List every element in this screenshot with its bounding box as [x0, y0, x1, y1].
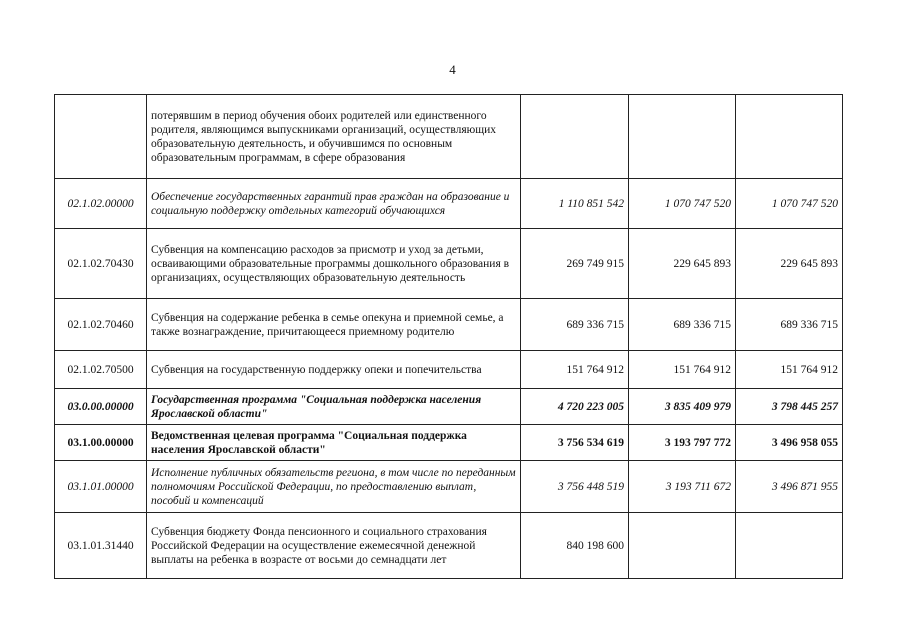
row-value-1 [521, 95, 629, 179]
row-code: 03.1.01.00000 [55, 461, 147, 513]
table-row [55, 179, 843, 229]
row-value-1: 4 720 223 005 [521, 389, 629, 425]
row-value-1: 689 336 715 [521, 299, 629, 351]
row-value-2: 3 835 409 979 [629, 389, 736, 425]
row-value-1: 1 110 851 542 [521, 179, 629, 229]
row-description: Субвенция на компенсацию расходов за присмотр и уход за детьми, осваивающими образовательные программы дошкольного образования в организациях, осуществляющих образовательную деятельность [147, 229, 521, 299]
row-code [55, 95, 147, 179]
row-value-1: 840 198 600 [521, 513, 629, 579]
row-value-3: 3 798 445 257 [736, 389, 843, 425]
table-row [55, 461, 843, 513]
table-row [55, 299, 843, 351]
table-row [55, 425, 843, 461]
table-row [55, 229, 843, 299]
row-value-2: 689 336 715 [629, 299, 736, 351]
row-description: Субвенция бюджету Фонда пенсионного и социального страхования Российской Федерации на осуществление ежемесячной денежной выплаты на ребенка в возрасте от восьми до семнадцати лет [147, 513, 521, 579]
row-code: 03.1.01.31440 [55, 513, 147, 579]
row-value-1: 3 756 534 619 [521, 425, 629, 461]
row-description: Государственная программа "Социальная поддержка населения Ярославской области" [147, 389, 521, 425]
row-code: 02.1.02.70500 [55, 351, 147, 389]
table-row [55, 351, 843, 389]
row-value-3 [736, 95, 843, 179]
row-value-2: 3 193 711 672 [629, 461, 736, 513]
row-value-3: 3 496 958 055 [736, 425, 843, 461]
row-value-1: 269 749 915 [521, 229, 629, 299]
row-description: Субвенция на содержание ребенка в семье опекуна и приемной семье, а также вознаграждение, причитающееся приемному родителю [147, 299, 521, 351]
row-value-3: 1 070 747 520 [736, 179, 843, 229]
row-value-2: 1 070 747 520 [629, 179, 736, 229]
row-code: 02.1.02.00000 [55, 179, 147, 229]
row-value-2: 229 645 893 [629, 229, 736, 299]
row-value-3: 229 645 893 [736, 229, 843, 299]
row-code: 02.1.02.70460 [55, 299, 147, 351]
row-value-3: 3 496 871 955 [736, 461, 843, 513]
row-code: 03.1.00.00000 [55, 425, 147, 461]
row-code: 03.0.00.00000 [55, 389, 147, 425]
page-number: 4 [449, 62, 456, 77]
row-value-3 [736, 513, 843, 579]
row-value-1: 151 764 912 [521, 351, 629, 389]
row-value-3: 151 764 912 [736, 351, 843, 389]
row-value-1: 3 756 448 519 [521, 461, 629, 513]
table-row [55, 389, 843, 425]
row-description: Субвенция на государственную поддержку опеки и попечительства [147, 351, 521, 389]
row-description: Ведомственная целевая программа "Социальная поддержка населения Ярославской области" [147, 425, 521, 461]
table-row [55, 95, 843, 179]
row-value-2 [629, 513, 736, 579]
budget-table [54, 94, 843, 579]
row-value-2: 3 193 797 772 [629, 425, 736, 461]
row-description: Исполнение публичных обязательств региона, в том числе по переданным полномочиям Российской Федерации, по предоставлению выплат, пособий и компенсаций [147, 461, 521, 513]
table-row [55, 513, 843, 579]
row-code: 02.1.02.70430 [55, 229, 147, 299]
row-value-2 [629, 95, 736, 179]
row-value-3: 689 336 715 [736, 299, 843, 351]
row-value-2: 151 764 912 [629, 351, 736, 389]
row-description: Обеспечение государственных гарантий прав граждан на образование и социальную поддержку отдельных категорий обучающихся [147, 179, 521, 229]
row-description: потерявшим в период обучения обоих родителей или единственного родителя, являющимся выпускниками организаций, осуществляющих образовательную деятельность, и обучившимся по основным образовательным программам, в сфере образования [147, 95, 521, 179]
